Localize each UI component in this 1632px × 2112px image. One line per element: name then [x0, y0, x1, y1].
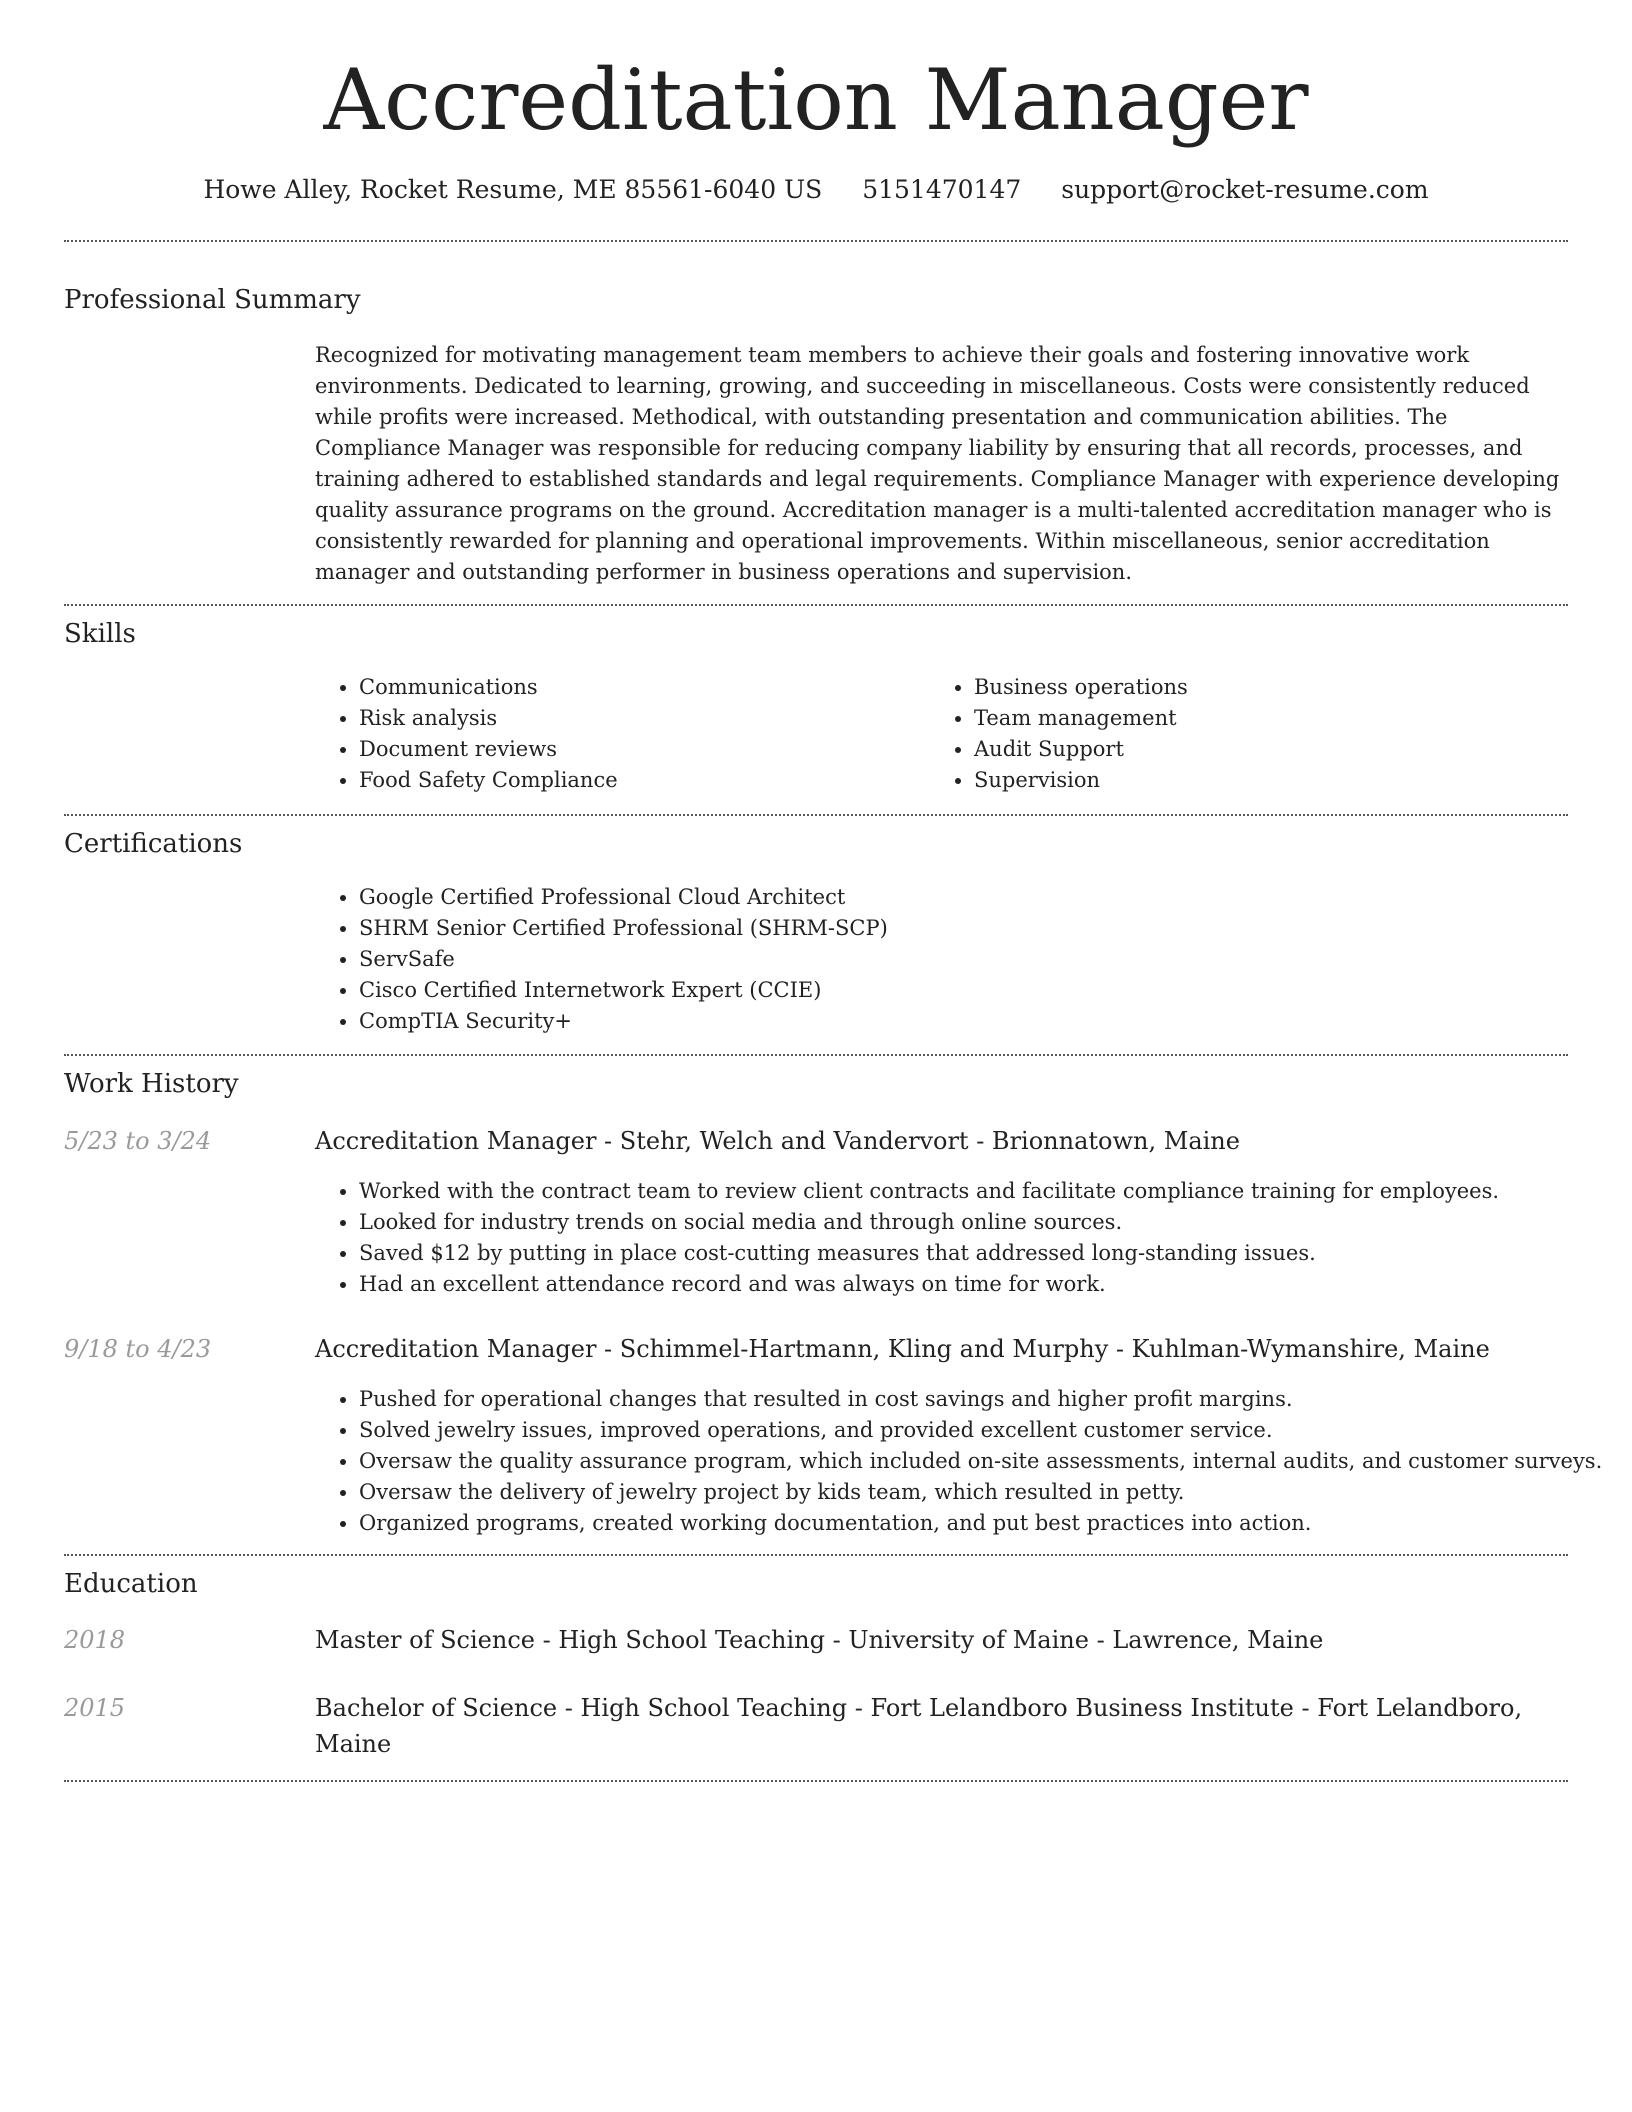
skill-item: • Business operations: [974, 672, 1534, 703]
education-year: 2015: [64, 1694, 126, 1722]
job-bullet: • Worked with the contract team to review client contracts and facilitate compliance training for employees.: [359, 1176, 1609, 1207]
skill-item: • Team management: [974, 703, 1534, 734]
section-title-summary: Professional Summary: [64, 285, 361, 315]
job-bullet: • Saved $12 by putting in place cost-cutting measures that addressed long-standing issues.: [359, 1238, 1609, 1269]
candidate-name: Accreditation Manager: [323, 51, 1309, 149]
job-title: Accreditation Manager - Schimmel-Hartmann, Kling and Murphy - Kuhlman-Wymanshire, Maine: [315, 1335, 1490, 1363]
job-bullets: [315, 1384, 1609, 1539]
skill-item: • Supervision: [974, 765, 1534, 796]
certification-item: • SHRM Senior Certified Professional (SHRM-SCP): [359, 913, 1559, 944]
divider: [64, 604, 1568, 606]
contact-address: Howe Alley, Rocket Resume, ME 85561-6040 US: [203, 175, 823, 204]
certification-item: • CompTIA Security+: [359, 1006, 1559, 1037]
certifications-list: [315, 882, 1559, 1037]
job-bullet: • Oversaw the quality assurance program, which included on-site assessments, internal audits, and customer surveys.: [359, 1446, 1609, 1477]
skill-item: • Communications: [359, 672, 919, 703]
divider: [64, 1054, 1568, 1056]
divider: [64, 1780, 1568, 1782]
contact-phone: 5151470147: [862, 175, 1022, 204]
contact-line: [0, 170, 1632, 210]
certification-item: • Google Certified Professional Cloud Architect: [359, 882, 1559, 913]
divider: [64, 240, 1568, 242]
job-dates: 9/18 to 4/23: [64, 1335, 212, 1363]
job-bullet: • Oversaw the delivery of jewelry project by kids team, which resulted in petty.: [359, 1477, 1609, 1508]
divider: [64, 1554, 1568, 1556]
education-year: 2018: [64, 1626, 126, 1654]
job-dates: 5/23 to 3/24: [64, 1127, 212, 1155]
section-title-education: Education: [64, 1569, 198, 1599]
education-degree: Bachelor of Science - High School Teaching - Fort Lelandboro Business Institute - Fort Lelandboro, Maine: [315, 1694, 1523, 1758]
skills-list-right: [930, 672, 1534, 796]
job-bullet: • Pushed for operational changes that resulted in cost savings and higher profit margins.: [359, 1384, 1609, 1415]
summary-text: Recognized for motivating management team members to achieve their goals and fostering innovative work environments. Dedicated to learning, growing, and succeeding in miscellaneous. Costs were consistently reduced while profits were increased. Methodical, with outstanding presentation and communication abilities. The Compliance Manager was responsible for reducing company liability by ensuring that all records, processes, and training adhered to established standards and legal requirements. Compliance Manager with experience developing quality assurance programs on the ground. Accreditation manager is a multi-talented accreditation manager who is consistently rewarded for planning and operational improvements. Within miscellaneous, senior accreditation manager and outstanding performer in business operations and supervision.: [315, 343, 1560, 584]
certification-item: • Cisco Certified Internetwork Expert (CCIE): [359, 975, 1559, 1006]
skills-list-left: [315, 672, 919, 796]
section-title-skills: Skills: [64, 619, 136, 649]
job-bullet: • Solved jewelry issues, improved operations, and provided excellent customer service.: [359, 1415, 1609, 1446]
job-bullet: • Had an excellent attendance record and was always on time for work.: [359, 1269, 1609, 1300]
section-title-certifications: Certifications: [64, 829, 243, 859]
divider: [64, 814, 1568, 816]
job-title: Accreditation Manager - Stehr, Welch and Vandervort - Brionnatown, Maine: [315, 1127, 1240, 1155]
job-bullet: • Organized programs, created working documentation, and put best practices into action.: [359, 1508, 1609, 1539]
skill-item: • Food Safety Compliance: [359, 765, 919, 796]
job-bullet: • Looked for industry trends on social media and through online sources.: [359, 1207, 1609, 1238]
skill-item: • Document reviews: [359, 734, 919, 765]
section-title-work-history: Work History: [64, 1069, 239, 1099]
skill-item: • Audit Support: [974, 734, 1534, 765]
certification-item: • ServSafe: [359, 944, 1559, 975]
contact-email: support@rocket-resume.com: [1061, 175, 1429, 204]
skill-item: • Risk analysis: [359, 703, 919, 734]
education-degree: Master of Science - High School Teaching - University of Maine - Lawrence, Maine: [315, 1626, 1324, 1654]
job-bullets: [315, 1176, 1609, 1300]
